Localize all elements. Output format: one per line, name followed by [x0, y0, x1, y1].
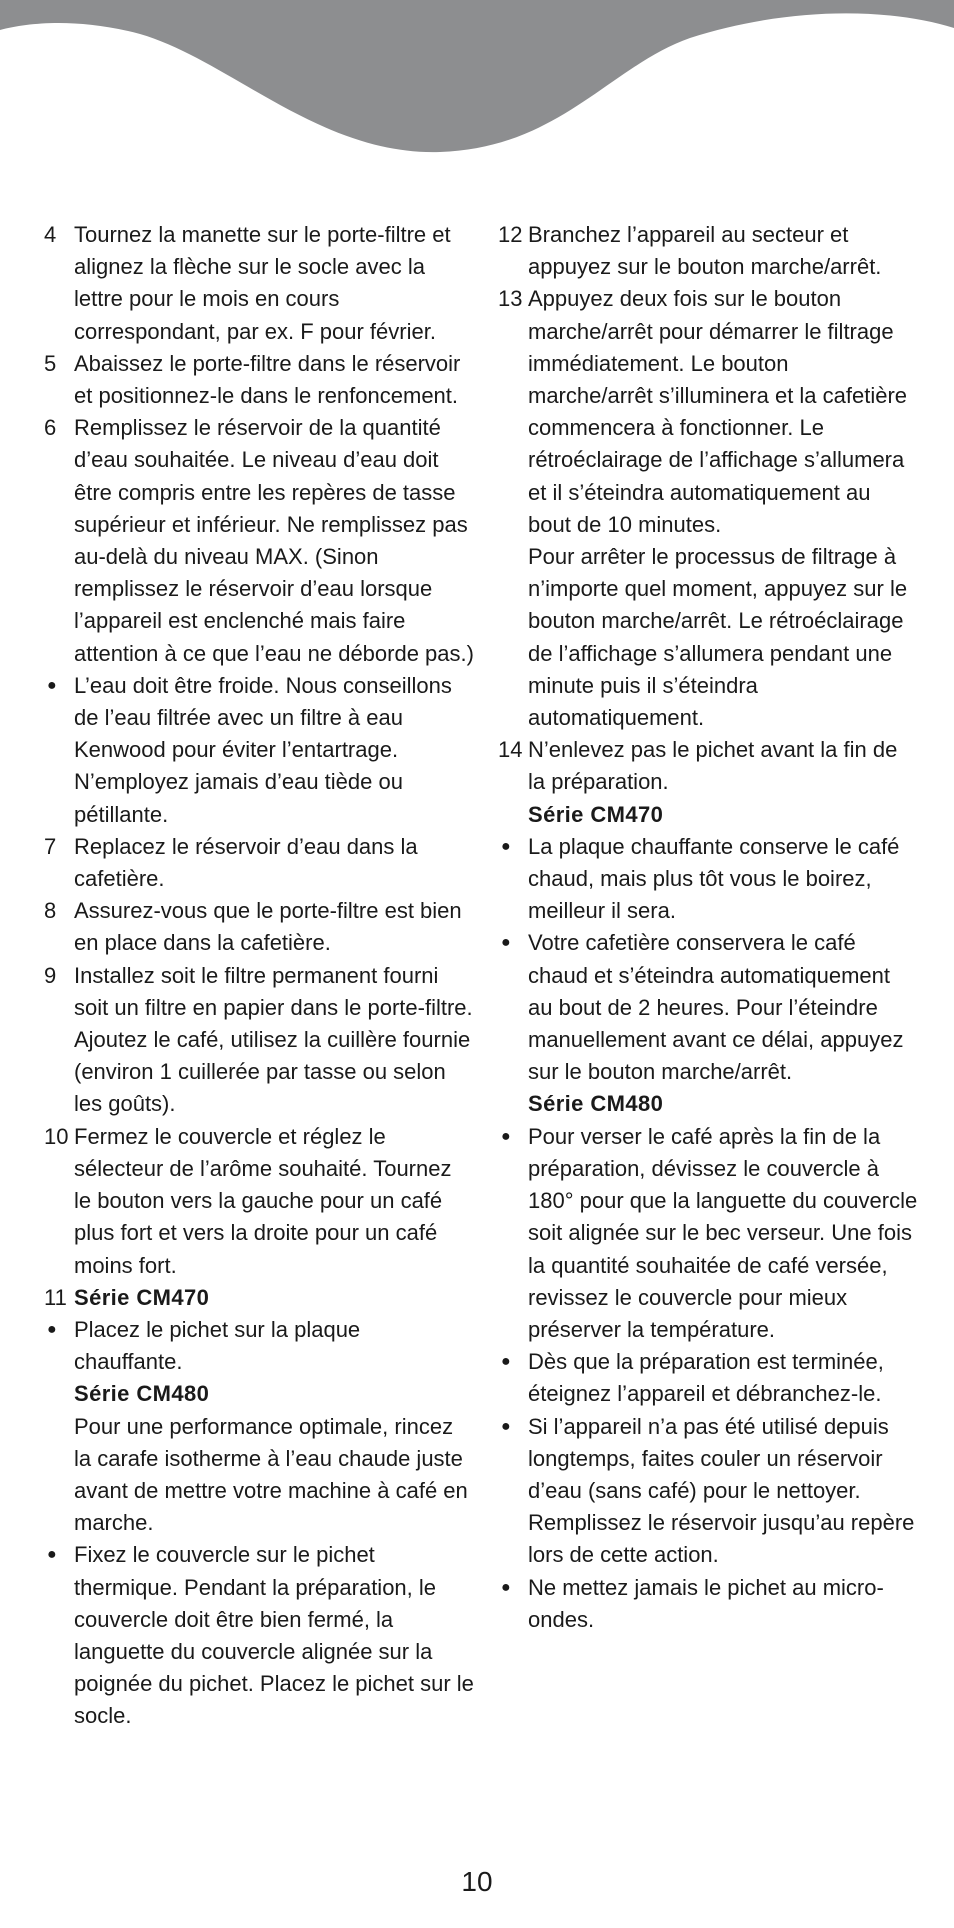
bullet-item [44, 1539, 474, 1732]
bullet-item [498, 1346, 918, 1410]
section-heading [44, 1378, 474, 1410]
numbered-step [498, 219, 918, 283]
step-number: 5 [44, 350, 57, 376]
bullet-item [498, 1572, 918, 1636]
paragraph [44, 1411, 474, 1540]
item-text: Fermez le couvercle et réglez le sélecteur de l’arôme souhaité. Tournez le bouton vers la gauche pour un café plus fort et vers la droite pour un café moins fort. [74, 1123, 452, 1278]
numbered-step [44, 348, 474, 412]
item-text: Votre cafetière conservera le café chaud et s’éteindra automatiquement au bout de 2 heures. Pour l’éteindre manuellement avant ce délai, appuyez sur le bouton marche/arrêt. [528, 930, 904, 1085]
paragraph [498, 541, 918, 734]
bullet-item [498, 1121, 918, 1346]
item-text: Replacez le réservoir d’eau dans la cafetière. [74, 833, 418, 892]
step-number: 6 [44, 415, 57, 441]
item-text: N’enlevez pas le pichet avant la fin de la préparation. [528, 737, 898, 795]
step-number: 11 [44, 1284, 67, 1310]
item-text: Branchez l’appareil au secteur et appuyez sur le bouton marche/arrêt. [528, 222, 882, 280]
numbered-step [44, 219, 474, 348]
step-number: 9 [44, 962, 57, 988]
heading-text: Série CM470 [528, 801, 664, 827]
step-number: 14 [498, 737, 523, 763]
item-text: Si l’appareil n’a pas été utilisé depuis longtemps, faites couler un réservoir d’eau (sans café) pour le nettoyer. Remplissez le réservoir jusqu’au repère lors de cette action. [528, 1413, 915, 1568]
step-number: 4 [44, 222, 57, 247]
item-text: Assurez-vous que le porte-filtre est bien en place dans la cafetière. [74, 898, 462, 956]
item-text: Placez le pichet sur la plaque chauffante. [74, 1316, 361, 1375]
step-number: 10 [44, 1123, 69, 1149]
numbered-step [44, 960, 474, 1121]
item-text: La plaque chauffante conserve le café chaud, mais plus tôt vous le boirez, meilleur il sera. [528, 833, 900, 924]
step-number: 7 [44, 833, 57, 859]
bullet-icon: ● [501, 934, 511, 952]
item-text: Tournez la manette sur le porte-filtre et alignez la flèche sur le socle avec la lettre pour le mois en cours correspondant, par ex. F pour février. [74, 222, 451, 344]
numbered-step [498, 283, 918, 541]
step-number: 13 [498, 286, 523, 312]
item-text: Fixez le couvercle sur le pichet thermique. Pendant la préparation, le couvercle doit être bien fermé, la languette du couvercle alignée sur la poignée du pichet. Placez le pichet sur le socle. [74, 1542, 474, 1729]
bullet-icon: ● [501, 837, 511, 855]
numbered-step [498, 734, 918, 798]
item-text: Pour verser le café après la fin de la préparation, dévissez le couvercle à 180° pour que la languette du couvercle soit alignée sur le bec verseur. Une fois la quantité souhaitée de café versée, revissez le couvercle pour mieux préserver la température. [528, 1123, 918, 1342]
bullet-item [44, 1314, 474, 1378]
item-text: Dès que la préparation est terminée, éteignez l’appareil et débranchez-le. [528, 1349, 884, 1407]
heading-text: Série CM480 [528, 1091, 664, 1117]
numbered-step [44, 412, 474, 670]
item-text: Installez soit le filtre permanent fourni soit un filtre en papier dans le porte-filtre. Ajoutez le café, utilisez la cuillère fournie (environ 1 cuillerée par tasse ou selon les goûts). [74, 962, 473, 1117]
heading-text: Série CM470 [74, 1284, 210, 1310]
step-number: 12 [498, 222, 523, 247]
bullet-item [498, 927, 918, 1088]
header-wave [0, 0, 954, 160]
item-text: Ne mettez jamais le pichet au micro-ondes. [528, 1574, 884, 1632]
section-heading [498, 1088, 918, 1120]
header-wave-shape [0, 0, 954, 152]
bullet-icon: ● [47, 676, 57, 694]
bullet-icon: ● [47, 1546, 57, 1564]
page-number: 10 [461, 1866, 493, 1897]
right-column [498, 219, 918, 1636]
item-text: Abaissez le porte-filtre dans le réservoir et positionnez-le dans le renfoncement. [74, 350, 461, 409]
bullet-item [498, 1411, 918, 1572]
numbered-step-heading [44, 1282, 474, 1314]
item-text: L’eau doit être froide. Nous conseillons de l’eau filtrée avec un filtre à eau Kenwood pour éviter l’entartrage. N’employez jamais d’eau tiède ou pétillante. [74, 672, 452, 827]
step-number: 8 [44, 898, 57, 924]
bullet-icon: ● [501, 1127, 511, 1145]
heading-text: Série CM480 [74, 1381, 210, 1407]
bullet-icon: ● [501, 1417, 511, 1435]
numbered-step [44, 895, 474, 959]
bullet-item [498, 831, 918, 928]
item-text: Pour une performance optimale, rincez la carafe isotherme à l’eau chaude juste avant de mettre votre machine à café en marche. [74, 1413, 468, 1536]
bullet-icon: ● [47, 1320, 57, 1338]
bullet-icon: ● [501, 1353, 511, 1371]
item-text: Pour arrêter le processus de filtrage à n’importe quel moment, appuyez sur le bouton marche/arrêt. Le rétroéclairage de l’affichage s’allumera pendant une minute puis il s’éteindra automatiquement. [528, 544, 908, 731]
item-text: Remplissez le réservoir de la quantité d’eau souhaitée. Le niveau d’eau doit être compris entre les repères de tasse supérieur et inférieur. Ne remplissez pas au-delà du niveau MAX. (Sinon remplissez le réservoir d’eau lorsque l’appareil est enclenché mais faire attention à ce que l’eau ne déborde pas.) [74, 415, 474, 666]
section-heading [498, 799, 918, 831]
left-column [44, 219, 474, 1733]
bullet-item [44, 670, 474, 831]
item-text: Appuyez deux fois sur le bouton marche/arrêt pour démarrer le filtrage immédiatement. Le bouton marche/arrêt s’illuminera et la cafetière commencera à fonctionner. Le rétroéclairage de l’affichage s’allumera et il s’éteindra automatiquement au bout de 10 minutes. [528, 286, 908, 537]
numbered-step [44, 1121, 474, 1282]
bullet-icon: ● [501, 1578, 511, 1596]
numbered-step [44, 831, 474, 895]
